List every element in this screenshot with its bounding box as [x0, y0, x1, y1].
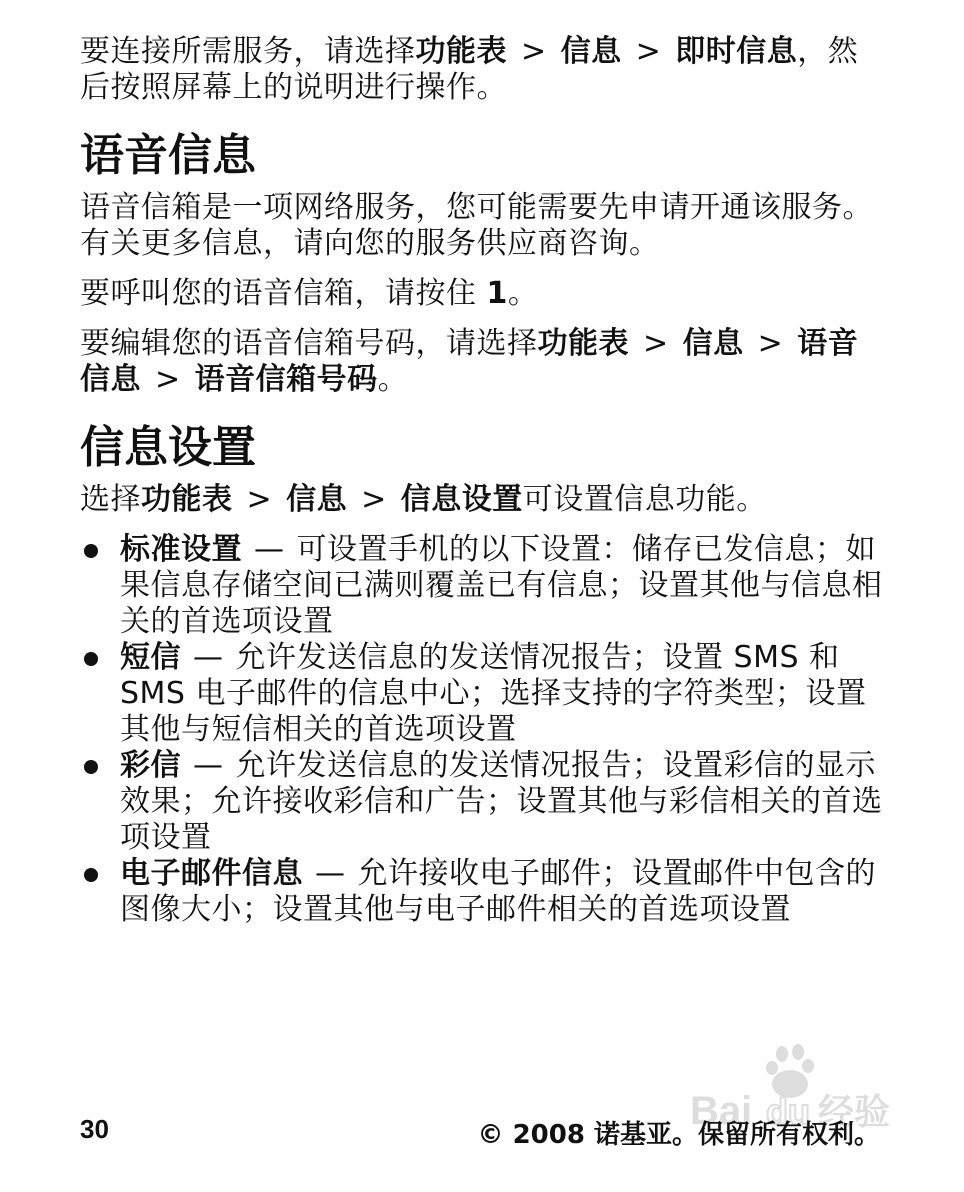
- path-item: 功能表: [141, 482, 233, 517]
- path-separator: >: [521, 34, 547, 69]
- path-separator: >: [155, 362, 181, 397]
- path-separator: >: [246, 482, 273, 517]
- path-item: 信息: [286, 482, 348, 517]
- key-label: 1: [486, 276, 508, 311]
- item-term: 标准设置: [120, 532, 242, 567]
- voice-paragraph-3: [80, 326, 888, 398]
- bullet-icon: [84, 868, 98, 882]
- voice-text: 。: [377, 362, 409, 397]
- path-separator: >: [361, 482, 387, 517]
- page-content: [80, 34, 888, 928]
- item-desc: 允许发送信息的发送情况报告；设置彩信的显示效果；允许接收彩信和广告；设置其他与彩信相关的首选项设置: [120, 748, 883, 855]
- item-dash: —: [254, 532, 285, 567]
- item-dash: —: [193, 640, 224, 675]
- settings-intro: [80, 482, 888, 518]
- settings-text: 可设置信息功能。: [522, 482, 767, 517]
- settings-list: [80, 532, 888, 928]
- item-desc: 允许发送信息的发送情况报告；设置 SMS 和 SMS 电子邮件的信息中心；选择支持的字符类型；设置其他与短信相关的首选项设置: [120, 640, 867, 747]
- voice-text: 。: [507, 276, 539, 311]
- bullet-icon: [84, 544, 98, 558]
- path-separator: >: [757, 326, 784, 361]
- path-item: 信息设置: [400, 482, 523, 517]
- intro-text: ，然后按照屏幕上的说明进行操作。: [80, 34, 859, 105]
- bullet-icon: [84, 652, 98, 666]
- list-item: [80, 748, 888, 856]
- path-item: 功能表: [415, 34, 507, 69]
- svg-text:Bai: Bai: [690, 1089, 753, 1133]
- settings-text: 选择: [80, 482, 141, 517]
- list-item: [80, 532, 888, 640]
- voice-text: 要呼叫您的语音信箱，请按住: [80, 276, 487, 311]
- list-item: [80, 856, 888, 928]
- path-item: 语音信箱号码: [194, 362, 378, 397]
- settings-heading: 信息设置: [80, 422, 256, 473]
- item-desc: 允许接收电子邮件；设置邮件中包含的图像大小；设置其他与电子邮件相关的首选项设置: [120, 856, 876, 927]
- item-term: 彩信: [120, 748, 181, 783]
- voice-text: 要编辑您的语音信箱号码，请选择: [80, 326, 538, 361]
- voice-paragraph-1: 语音信箱是一项网络服务，您可能需要先申请开通该服务。有关更多信息，请向您的服务供应商咨询。: [80, 190, 873, 261]
- intro-paragraph: [80, 34, 888, 106]
- item-desc: 可设置手机的以下设置：储存已发信息；如果信息存储空间已满则覆盖已有信息；设置其他与信息相关的首选项设置: [120, 532, 883, 639]
- path-item: 即时信息: [675, 34, 798, 69]
- intro-text: 要连接所需服务，请选择: [80, 34, 416, 69]
- item-dash: —: [315, 856, 346, 891]
- path-item: 信息: [560, 34, 622, 69]
- path-separator: >: [635, 34, 662, 69]
- path-item: 信息: [682, 326, 744, 361]
- svg-text:经验: 经验: [818, 1092, 891, 1133]
- voice-heading: 语音信息: [80, 130, 256, 181]
- path-item: 语音信息: [80, 326, 859, 397]
- bullet-icon: [84, 760, 98, 774]
- list-item: [80, 640, 888, 748]
- path-separator: >: [643, 326, 669, 361]
- item-term: 电子邮件信息: [120, 856, 303, 891]
- path-item: 功能表: [537, 326, 629, 361]
- item-dash: —: [193, 748, 224, 783]
- page-number: 30: [80, 1114, 109, 1144]
- item-term: 短信: [120, 640, 181, 675]
- copyright-text: © 2008 诺基亚。保留所有权利。: [477, 1120, 880, 1150]
- svg-text:du: du: [766, 1091, 810, 1132]
- voice-paragraph-2: [80, 276, 888, 312]
